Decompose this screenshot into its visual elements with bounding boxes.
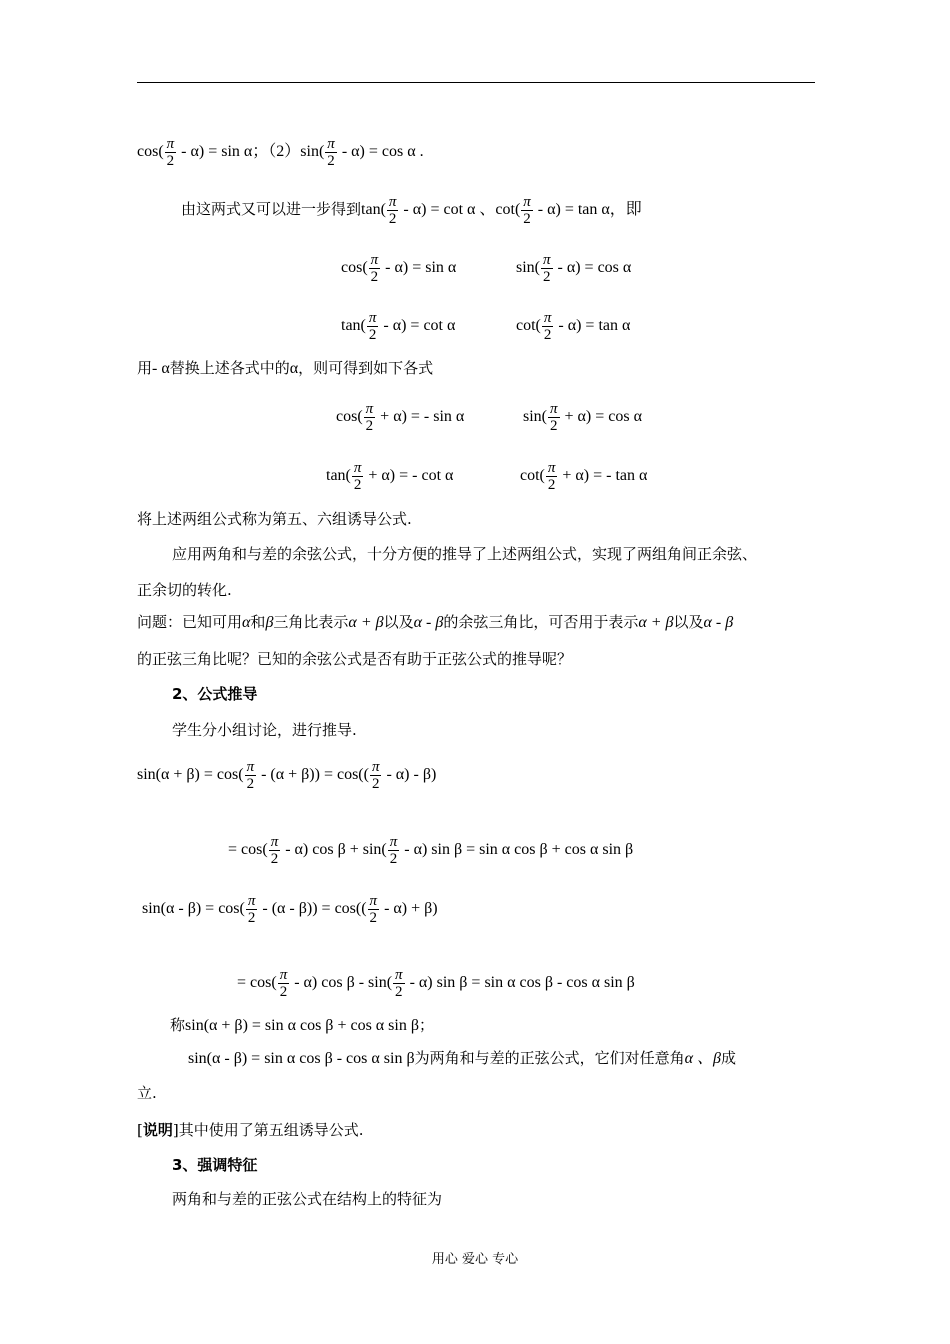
conclusion-line-3: 立. [137, 1084, 157, 1102]
derivation-sin-diff-2: = cos( $\frac{\pi}{2}$ - α) cos β - sin( $\frac{\pi}{2}$ - α) sin β = sin α cos β - cos α sin β [237, 967, 635, 1000]
paragraph-group-discussion: 学生分小组讨论，进行推导. [172, 721, 357, 739]
replace-instruction: 用- α替换上述各式中的α，则可得到如下各式 [137, 359, 434, 377]
section-heading-derivation: 2、公式推导 [172, 685, 258, 703]
formula-cot-sum: cot( $\frac{\pi}{2}$ + α) = - tan α [520, 460, 648, 493]
formula-cot-complement: cot( $\frac{\pi}{2}$ - α) = tan α [516, 310, 631, 343]
derivation-sin-diff-1: sin(α - β) = cos( $\frac{\pi}{2}$ - (α - β)) = cos(( $\frac{\pi}{2}$ - α) + β) [142, 893, 438, 926]
paragraph-application: 应用两角和与差的余弦公式，十分方便的推导了上述两组公式，实现了两组角间正余弦、 [172, 545, 758, 563]
header-rule [137, 82, 815, 83]
formula-line-1: cos( $\frac{\pi}{2}$ - α) = sin α；（2）sin( $\frac{\pi}{2}$ - α) = cos α . [137, 136, 424, 169]
derivation-sin-sum-2: = cos( $\frac{\pi}{2}$ - α) cos β + sin( $\frac{\pi}{2}$ - α) sin β = sin α cos β + cos α sin β [228, 834, 634, 867]
page-footer: 用心 爱心 专心 [431, 1252, 519, 1267]
derivation-sin-sum-1: sin(α + β) = cos( $\frac{\pi}{2}$ - (α + β)) = cos(( $\frac{\pi}{2}$ - α) - β) [137, 759, 437, 792]
derivation-intro-line: 由这两式又可以进一步得到tan( $\frac{\pi}{2}$ - α) = cot α 、cot( $\frac{\pi}{2}$ - α) = tan α，即 [181, 194, 642, 227]
paragraph-application-cont: 正余切的转化. [137, 581, 232, 599]
question-line: 问题：已知可用α和β三角比表示α + β以及α - β的余弦三角比，可否用于表示α + β以及α - β [137, 613, 734, 631]
formula-tan-complement: tan( $\frac{\pi}{2}$ - α) = cot α [341, 310, 456, 343]
fraction-pi-over-2: $\frac{\pi}{2}$ [166, 136, 175, 169]
formula-tan-sum: tan( $\frac{\pi}{2}$ + α) = - cot α [326, 460, 454, 493]
formula-sin-complement: sin( $\frac{\pi}{2}$ - α) = cos α [516, 252, 632, 285]
paragraph-features: 两角和与差的正弦公式在结构上的特征为 [172, 1190, 443, 1208]
formula-cos-complement: cos( $\frac{\pi}{2}$ - α) = sin α [341, 252, 457, 285]
conclusion-line-1: 称sin(α + β) = sin α cos β + cos α sin β； [170, 1016, 434, 1034]
paragraph-name-formulas: 将上述两组公式称为第五、六组诱导公式. [137, 510, 412, 528]
section-heading-features: 3、强调特征 [172, 1156, 258, 1174]
formula-cos-sum: cos( $\frac{\pi}{2}$ + α) = - sin α [336, 401, 465, 434]
question-line-cont: 的正弦三角比呢？已知的余弦公式是否有助于正弦公式的推导呢？ [137, 650, 573, 668]
formula-sin-sum: sin( $\frac{\pi}{2}$ + α) = cos α [523, 401, 642, 434]
conclusion-line-2: sin(α - β) = sin α cos β - cos α sin β为两角和与差的正弦公式，它们对任意角α 、β成 [188, 1049, 736, 1067]
note-line: [说明]其中使用了第五组诱导公式. [137, 1121, 364, 1139]
